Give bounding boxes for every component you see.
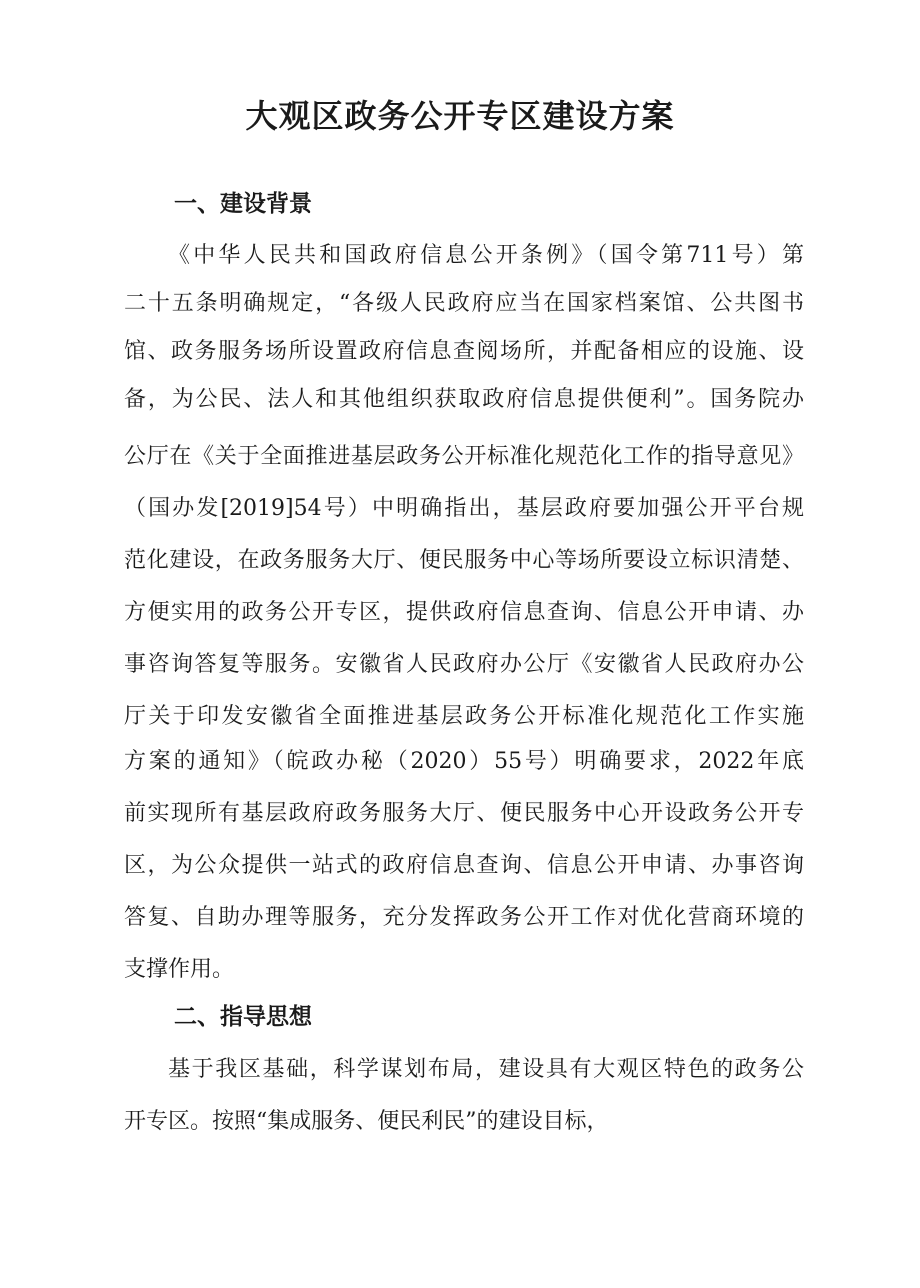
section-heading-guiding-ideology: 二、指导思想 <box>174 1004 312 1030</box>
body-line: 馆、政务服务场所设置政府信息查阅场所，并配备相应的设施、设 <box>124 339 804 364</box>
body-line: 厅关于印发安徽省全面推进基层政务公开标准化规范化工作实施 <box>124 704 804 729</box>
body-line: 公厅在《关于全面推进基层政务公开标准化规范化工作的指导意见》 <box>124 444 804 469</box>
body-line: 开专区。按照“集成服务、便民利民”的建设目标， <box>124 1109 609 1134</box>
body-line: 答复、自助办理等服务，充分发挥政务公开工作对优化营商环境的 <box>124 905 804 930</box>
body-line: 基于我区基础，科学谋划布局，建设具有大观区特色的政务公 <box>168 1057 804 1082</box>
section-heading-background: 一、建设背景 <box>174 191 312 217</box>
body-line: 区，为公众提供一站式的政府信息查询、信息公开申请、办事咨询 <box>124 853 804 878</box>
body-line: （国办发[2019]54号）中明确指出，基层政府要加强公开平台规 <box>124 496 804 521</box>
document-title: 大观区政务公开专区建设方案 <box>245 97 675 135</box>
body-line: 二十五条明确规定，“各级人民政府应当在国家档案馆、公共图书 <box>124 291 804 316</box>
body-line: 前实现所有基层政府政务服务大厅、便民服务中心开设政务公开专 <box>124 801 804 826</box>
body-line: 支撑作用。 <box>124 957 235 982</box>
body-line: 备，为公民、法人和其他组织获取政府信息提供便利”。国务院办 <box>124 387 804 412</box>
body-line: 方案的通知》（皖政办秘（2020）55号）明确要求，2022年底 <box>124 749 804 774</box>
body-line: 事咨询答复等服务。安徽省人民政府办公厅《安徽省人民政府办公 <box>124 652 804 677</box>
body-line: 《中华人民共和国政府信息公开条例》（国令第711号）第 <box>168 243 804 268</box>
body-line: 范化建设，在政务服务大厅、便民服务中心等场所要设立标识清楚、 <box>124 548 804 573</box>
body-line: 方便实用的政务公开专区，提供政府信息查询、信息公开申请、办 <box>124 600 804 625</box>
